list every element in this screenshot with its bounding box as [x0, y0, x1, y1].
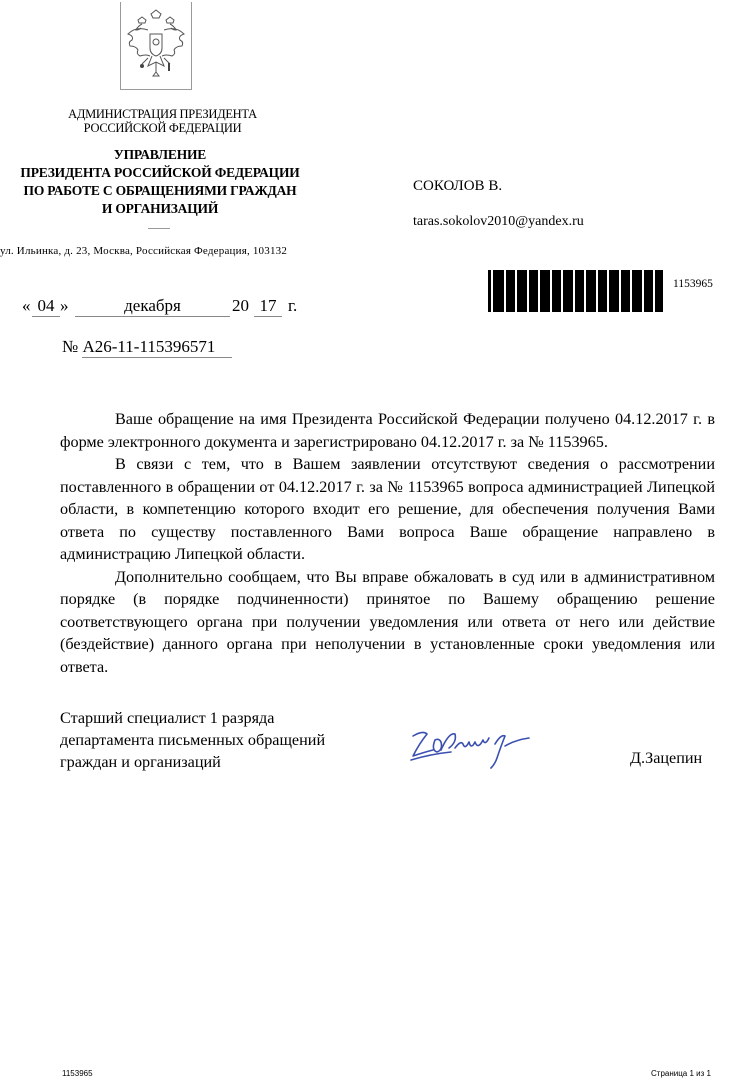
document-date	[22, 296, 312, 320]
date-open-quote: «	[22, 296, 31, 315]
date-month: декабря	[75, 296, 230, 317]
emblem-frame	[120, 2, 192, 90]
department-line-4: И ОРГАНИЗАЦИЙ	[101, 201, 219, 216]
department-line-3: ПО РАБОТЕ С ОБРАЩЕНИЯМИ ГРАЖДАН	[23, 183, 297, 198]
footer-document-id: 1153965	[62, 1069, 93, 1078]
administration-line-2: РОССИЙСКОЙ ФЕДЕРАЦИИ	[83, 121, 242, 135]
recipient-email: taras.sokolov2010@yandex.ru	[413, 214, 584, 229]
position-line-2: департамента письменных обращений	[60, 731, 326, 749]
double-headed-eagle-icon	[124, 8, 188, 80]
reference-value: А26-11-115396571	[82, 337, 232, 358]
signatory-name: Д.Зацепин	[630, 749, 703, 767]
body-paragraph: В связи с тем, что в Вашем заявлении отсутствуют сведения о рассмотрении поставленного в обращении от 04.12.2017 г. за № 1153965 вопроса администрацией Липецкой области, в компетенцию которого входит его решение, для обеспечения получения Вами ответа по существу поставленного Вами вопроса Ваше обращение направлено в администрацию Липецкой области.	[60, 455, 715, 563]
date-day: 04	[32, 296, 60, 317]
position-line-3: граждан и организаций	[60, 753, 221, 771]
department-divider	[148, 228, 170, 229]
signatory-position	[60, 707, 325, 773]
department-line-2: ПРЕЗИДЕНТА РОССИЙСКОЙ ФЕДЕРАЦИИ	[20, 165, 300, 180]
recipient-name: СОКОЛОВ В.	[413, 178, 503, 194]
date-year-prefix: 20	[232, 296, 249, 315]
reference-number	[62, 337, 232, 358]
reference-prefix: №	[62, 337, 79, 356]
administration-title	[40, 107, 285, 135]
date-year-suffix: 17	[254, 296, 282, 317]
sender-address: ул. Ильинка, д. 23, Москва, Российская Федерация, 103132	[0, 245, 288, 257]
date-year-abbr: г.	[288, 296, 298, 315]
position-line-1: Старший специалист 1 разряда	[60, 709, 275, 727]
body-paragraph: Ваше обращение на имя Президента Российской Федерации получено 04.12.2017 г. в форме электронного документа и зарегистрировано 04.12.2017 г. за № 1153965.	[60, 410, 715, 451]
department-title	[10, 146, 310, 218]
department-line-1: УПРАВЛЕНИЕ	[113, 147, 207, 162]
administration-line-1: АДМИНИСТРАЦИЯ ПРЕЗИДЕНТА	[68, 107, 257, 121]
body-paragraph: Дополнительно сообщаем, что Вы вправе обжаловать в суд или в административном порядке (в порядке подчиненности) принятое по Вашему обращению решение соответствующего органа при получении уведомления или ответа от него или действие (бездействие) данного органа при неполучении в установленные сроки уведомления или ответа.	[60, 567, 715, 676]
date-close-quote: »	[60, 296, 69, 315]
barcode	[488, 270, 663, 312]
handwritten-signature	[405, 722, 555, 772]
letter-body	[60, 408, 715, 678]
barcode-number: 1153965	[673, 278, 713, 290]
footer-page-number: Страница 1 из 1	[651, 1069, 711, 1078]
